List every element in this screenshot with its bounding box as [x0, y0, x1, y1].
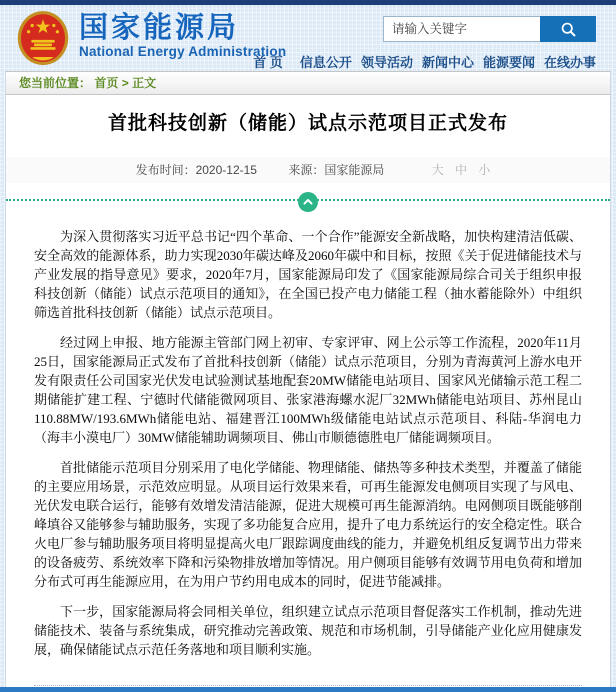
- nav-item-home[interactable]: 首 页: [253, 55, 283, 70]
- article-source-value: 国家能源局: [324, 163, 385, 177]
- font-size-medium-button[interactable]: 中: [455, 163, 468, 177]
- nav-item-online-services[interactable]: 在线办事: [543, 55, 596, 70]
- collapse-toolbar-button[interactable]: [298, 192, 318, 212]
- breadcrumb: [5, 71, 611, 95]
- publish-time-label: 发布时间：: [135, 163, 196, 177]
- font-size-switcher: [428, 163, 495, 177]
- article-meta: [6, 157, 610, 183]
- breadcrumb-separator: >: [121, 76, 129, 90]
- publish-time: [136, 163, 257, 177]
- search-input[interactable]: [383, 16, 540, 42]
- footer-top-bar: [0, 687, 616, 692]
- publish-time-value: 2020-12-15: [195, 163, 257, 177]
- chevron-up-icon: [302, 196, 314, 208]
- article-paragraph: 首批储能示范项目分别采用了电化学储能、物理储能、储热等多种技术类型，并覆盖了储能的主要应用场景，示范效应明显。从项目运行效果来看，可再生能源发电侧项目实现了与风电、光伏发电联合运行，能够有效增发清洁能源，促进大规模可再生能源消纳。电网侧项目既能够削峰填谷又能够参与辅助服务，实现了多功能复合应用，提升了电力系统运行的安全稳定性。联合火电厂参与辅助服务项目将明显提高火电厂跟踪调度曲线的能力，并避免机组反复调节出力带来的设备疲劳、系统效率下降和污染物排放增加等情况。用户侧项目能够有效调节用电负荷和增加分布式可再生能源应用，在为用户节约用电成本的同时，促进节能减排。: [34, 460, 582, 589]
- national-emblem-icon: [16, 10, 70, 68]
- article-source: [288, 163, 384, 177]
- nav-item-energy-news[interactable]: 能源要闻: [482, 55, 535, 70]
- article-source-label: 来源：: [288, 163, 325, 177]
- breadcrumb-home-link[interactable]: 首页: [94, 76, 119, 90]
- article-body: [6, 201, 610, 659]
- font-size-large-button[interactable]: 大: [431, 163, 444, 177]
- site-title-en: National Energy Administration: [79, 44, 287, 59]
- site-title-cn: 国家能源局: [79, 12, 240, 44]
- search-bar: [383, 16, 596, 42]
- article-panel: [5, 95, 611, 687]
- search-button[interactable]: [540, 16, 596, 42]
- article-end-divider: [34, 685, 582, 686]
- article-title: 首批科技创新（储能）试点示范项目正式发布: [107, 113, 508, 134]
- nav-item-leader-activities[interactable]: 领导活动: [360, 55, 413, 70]
- search-icon: [560, 21, 577, 38]
- article-header-divider: [6, 191, 610, 201]
- nav-item-info-disclosure[interactable]: 信息公开: [299, 55, 352, 70]
- font-size-small-button[interactable]: 小: [478, 163, 491, 177]
- article-paragraph: 下一步，国家能源局将会同相关单位，组织建立试点示范项目督促落实工作机制，推动先进储能技术、装备与系统集成，研究推动完善政策、规范和市场机制，引导储能产业化应用健康发展，确保储能试点示范任务落地和项目顺利实施。: [34, 604, 582, 657]
- article-paragraph: 经过网上申报、地方能源主管部门网上初审、专家评审、网上公示等工作流程，2020年11月25日，国家能源局正式发布了首批科技创新（储能）试点示范项目，分别为青海黄河上游水电开发有限责任公司国家光伏发电试验测试基地配套20MW储能电站项目、国家风光储输示范工程二期储能扩建工程、宁德时代储能微网项目、张家港海螺水泥厂32MWh储能电站项目、苏州昆山110.88MW/193.6MWh储能电站、福建晋江100MWh级储能电站试点示范项目、科陆-华润电力（海丰小漠电厂）30MW储能辅助调频项目、佛山市顺德德胜电厂储能调频项目。: [34, 335, 582, 445]
- nav-item-news-center[interactable]: 新闻中心: [421, 55, 474, 70]
- breadcrumb-current: 正文: [132, 76, 157, 90]
- main-nav: [244, 52, 596, 71]
- site-header: [0, 5, 616, 71]
- breadcrumb-label: 您当前位置：: [19, 76, 92, 90]
- article-paragraph: 为深入贯彻落实习近平总书记“四个革命、一个合作”能源安全新战略，加快构建清洁低碳、安全高效的能源体系，助力实现2030年碳达峰及2060年碳中和目标，按照《关于促进储能技术与产业发展的指导意见》要求，2020年7月，国家能源局印发了《国家能源局综合司关于组织申报科技创新（储能）试点示范项目的通知》，在全国已投产电力储能工程（抽水蓄能除外）中组织筛选首批科技创新（储能）试点示范项目。: [34, 229, 582, 320]
